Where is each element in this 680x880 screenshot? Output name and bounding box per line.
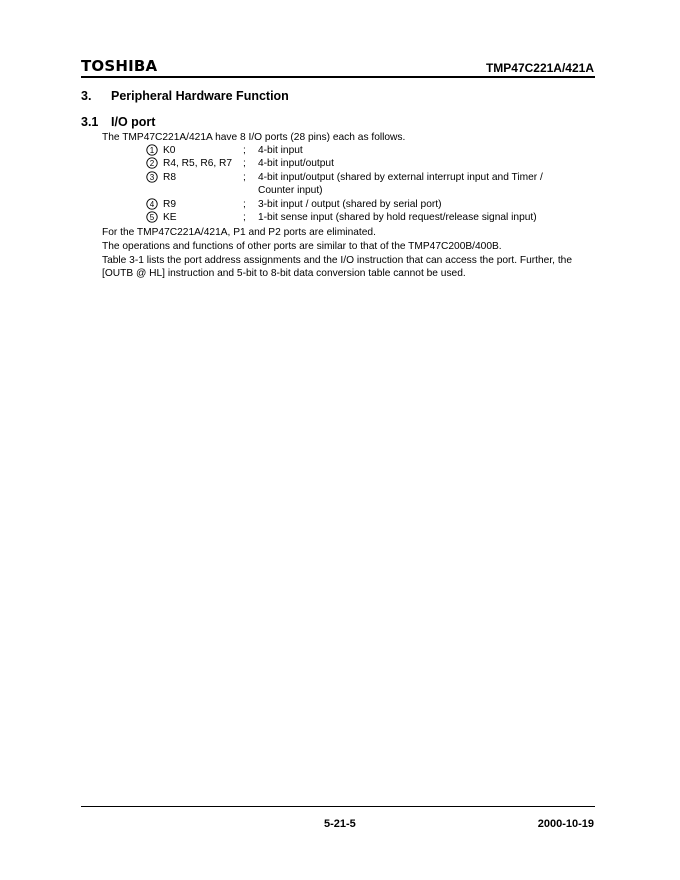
port-description: 3-bit input / output (shared by serial port) xyxy=(258,199,442,210)
port-description-line2: Counter input) xyxy=(258,185,323,196)
intro-text: The TMP47C221A/421A have 8 I/O ports (28 pins) each as follows. xyxy=(102,132,406,143)
company-logo: TOSHIBA xyxy=(81,57,158,75)
paragraph-line: For the TMP47C221A/421A, P1 and P2 ports are eliminated. xyxy=(102,227,376,238)
subsection-title xyxy=(81,115,155,129)
footer-date: 2000-10-19 xyxy=(537,818,594,830)
port-separator: ; xyxy=(243,158,246,169)
circled-number-icon xyxy=(146,171,160,183)
port-separator: ; xyxy=(243,172,246,183)
port-name: KE xyxy=(163,212,177,223)
port-list-item xyxy=(146,144,303,158)
port-list-item xyxy=(146,157,334,171)
circled-number-icon xyxy=(146,211,160,223)
paragraph-line: The operations and functions of other ports are similar to that of the TMP47C200B/400B. xyxy=(102,241,502,252)
port-separator: ; xyxy=(243,145,246,156)
port-separator: ; xyxy=(243,212,246,223)
paragraph-line: [OUTB @ HL] instruction and 5-bit to 8-bit data conversion table cannot be used. xyxy=(102,268,466,279)
circled-number-text: 1 xyxy=(149,146,155,155)
footer-rule xyxy=(81,806,595,807)
port-description: 4-bit input xyxy=(258,145,303,156)
port-description: 1-bit sense input (shared by hold request/release signal input) xyxy=(258,212,537,223)
circled-number-text: 5 xyxy=(149,213,155,222)
port-name: R4, R5, R6, R7 xyxy=(163,158,233,169)
circled-number-text: 3 xyxy=(149,173,155,182)
circled-number-icon xyxy=(146,157,160,169)
port-list-item xyxy=(146,198,442,212)
section-number: 3. xyxy=(81,89,92,103)
circled-number-text: 4 xyxy=(149,200,155,209)
section-title-text: Peripheral Hardware Function xyxy=(111,89,289,103)
page-number: 5-21-5 xyxy=(324,818,356,830)
port-name: R9 xyxy=(163,199,177,210)
port-separator: ; xyxy=(243,199,246,210)
subsection-number: 3.1 xyxy=(81,115,99,129)
part-number-header: TMP47C221A/421A xyxy=(485,61,594,75)
circled-number-text: 2 xyxy=(149,159,155,168)
header-rule xyxy=(81,76,595,78)
section-title xyxy=(81,89,289,103)
port-name: K0 xyxy=(163,145,176,156)
port-list-item xyxy=(146,211,537,225)
port-list-item xyxy=(146,171,543,185)
subsection-title-text: I/O port xyxy=(111,115,156,129)
port-name: R8 xyxy=(163,172,177,183)
port-description: 4-bit input/output xyxy=(258,158,334,169)
circled-number-icon xyxy=(146,144,160,156)
paragraph-line: Table 3-1 lists the port address assignments and the I/O instruction that can access the port. Further, the xyxy=(102,255,573,266)
port-description: 4-bit input/output (shared by external interrupt input and Timer / xyxy=(258,172,543,183)
circled-number-icon xyxy=(146,198,160,210)
